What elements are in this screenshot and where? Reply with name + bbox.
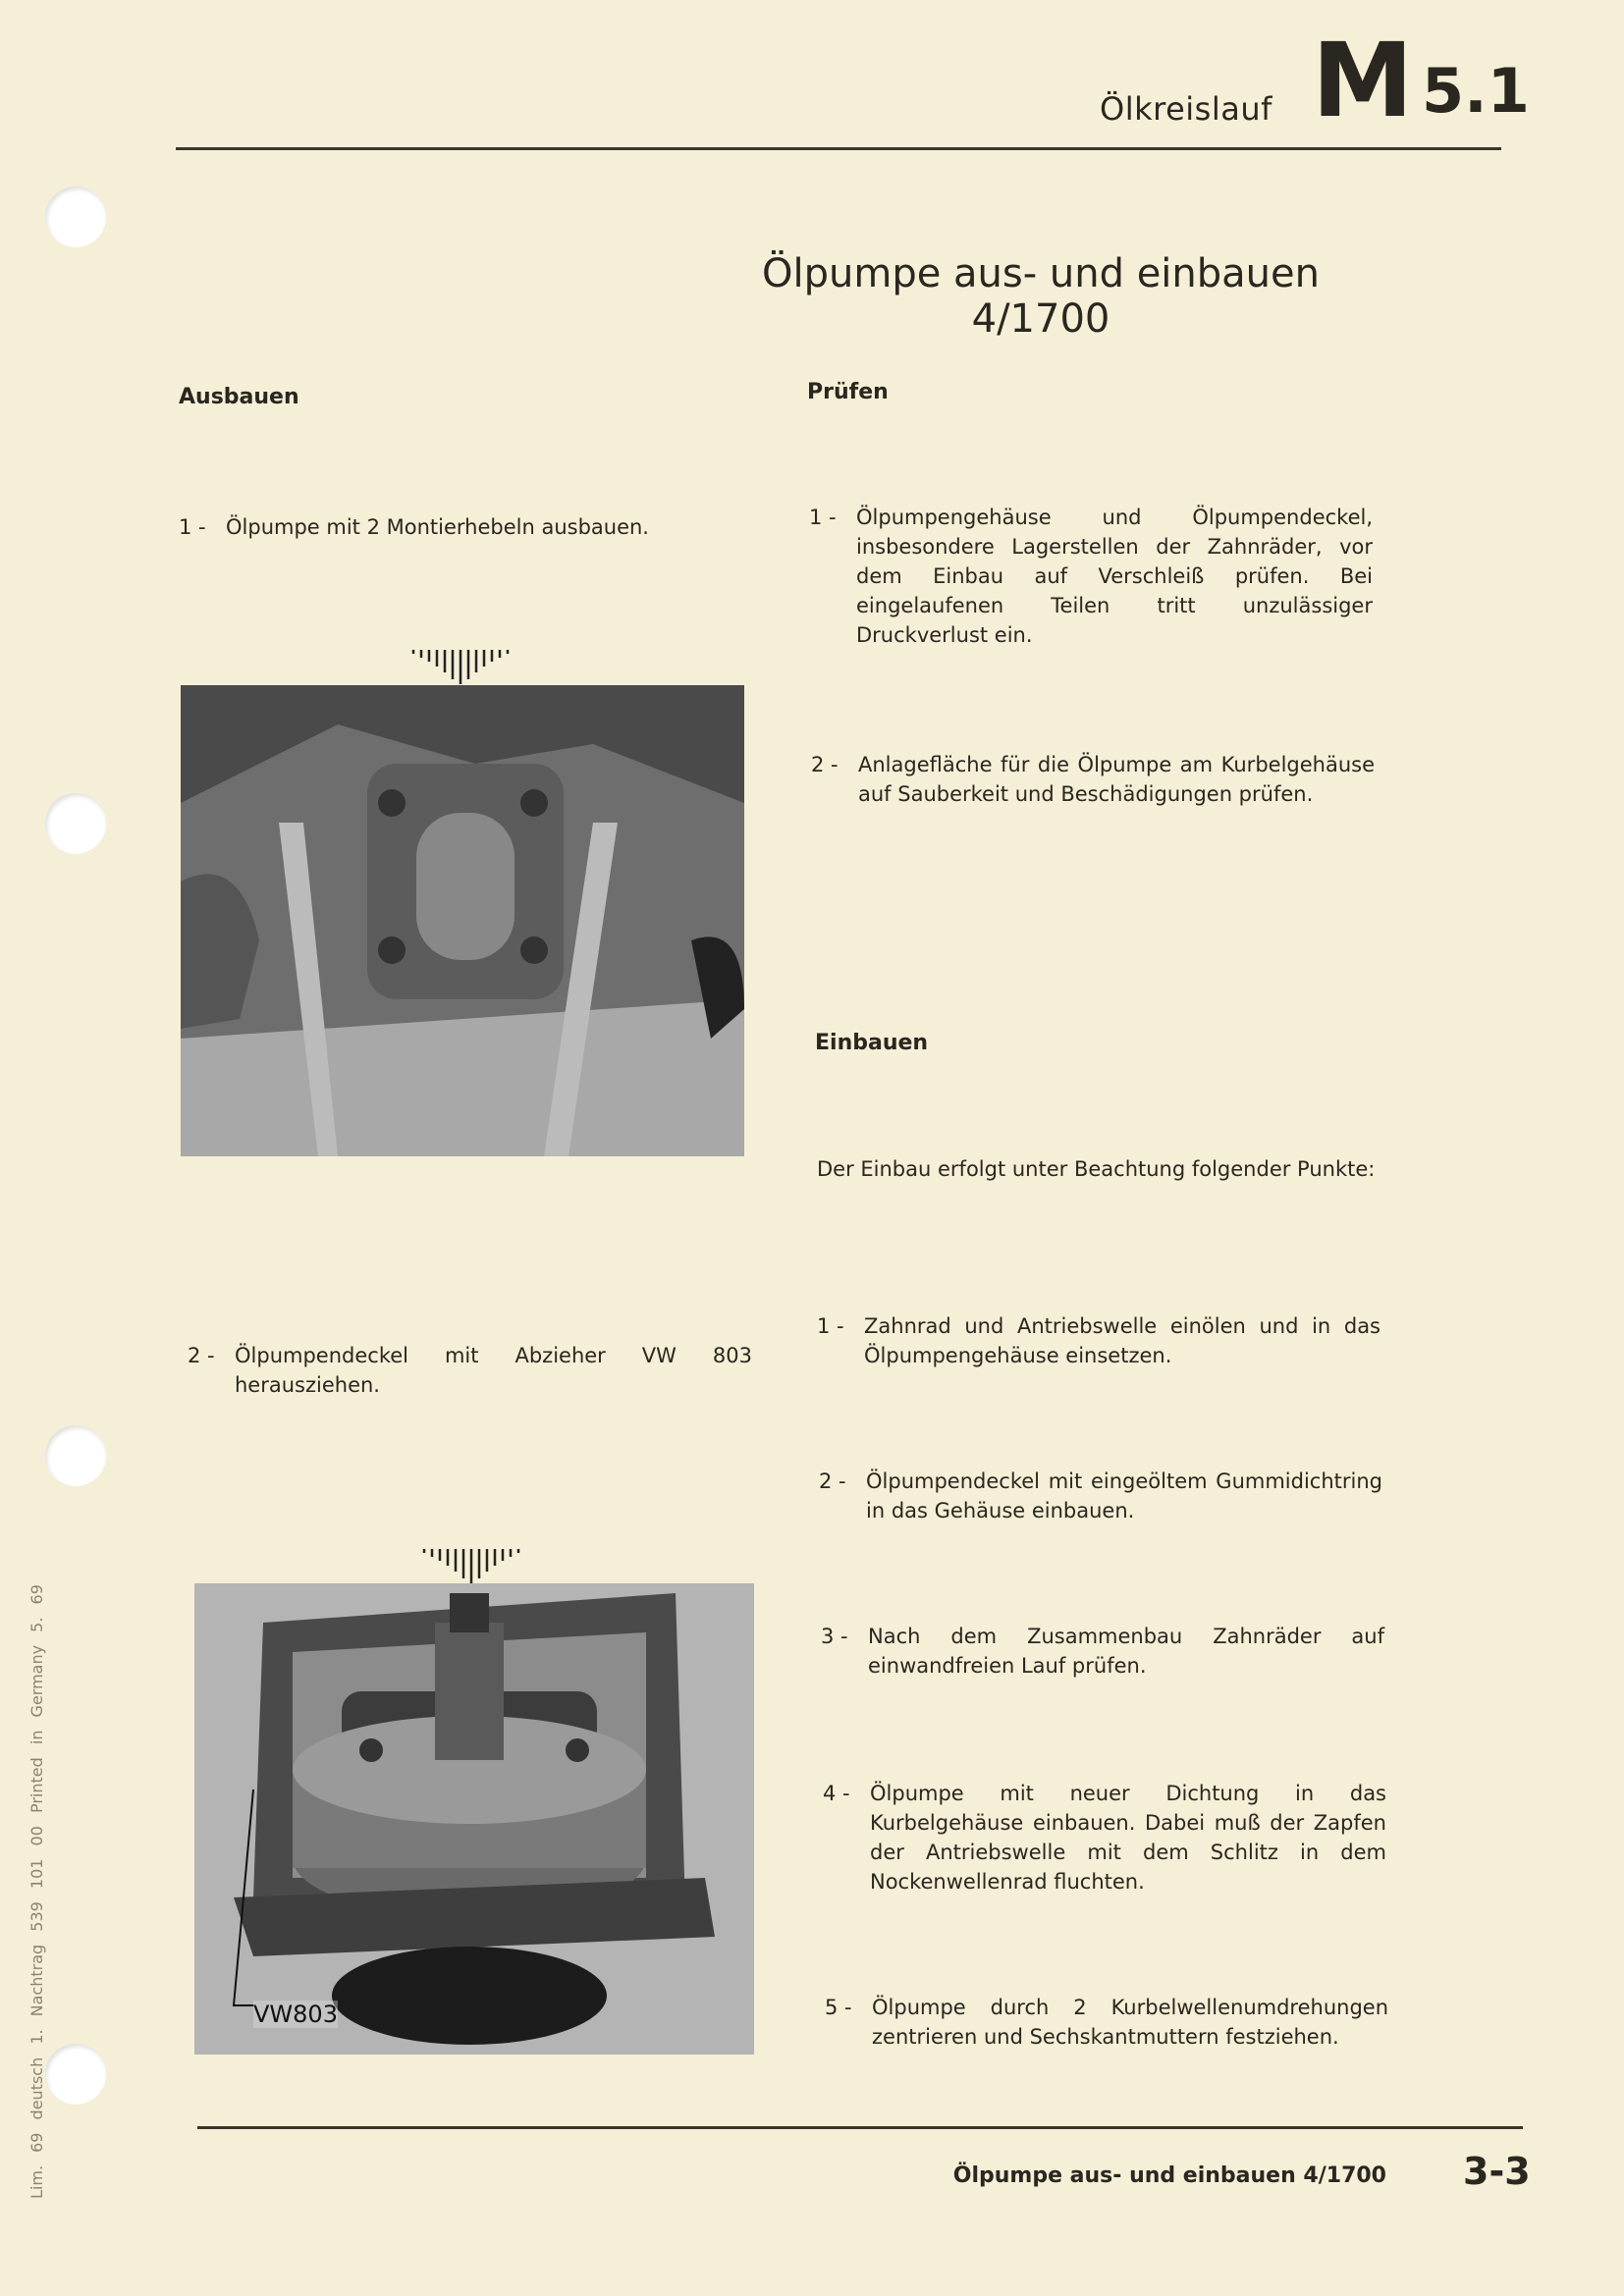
pruefen-step-2 <box>811 750 1375 809</box>
down-arrow-icon <box>420 1547 522 1584</box>
page-number: 3-3 <box>1463 2150 1531 2193</box>
step-text: Ölpumpendeckel mit eingeöltem Gummidichtring in das Gehäuse einbauen. <box>866 1469 1382 1522</box>
einbauen-step-1 <box>817 1311 1380 1370</box>
tool-label: VW803 <box>253 2001 338 2028</box>
punch-hole <box>45 2044 106 2105</box>
step-text: Ölpumpe durch 2 Kurbelwellenumdrehungen zentrieren und Sechskantmuttern festziehen. <box>872 1996 1388 2049</box>
heading-pruefen: Prüfen <box>807 380 889 404</box>
einbauen-step-3 <box>821 1622 1384 1681</box>
ausbauen-step-1 <box>179 512 738 542</box>
step-text: Ölpumpengehäuse und Ölpumpendeckel, insbesondere Lagerstellen der Zahnräder, vor dem Einbau auf Verschleiß prüfen. Bei eingelaufenen Teilen tritt unzulässiger Druckverlust ein. <box>856 506 1373 647</box>
einbauen-step-5 <box>825 1993 1388 2052</box>
step-text: Anlagefläche für die Ölpumpe am Kurbelgehäuse auf Sauberkeit und Beschädigungen prüfen. <box>858 753 1375 806</box>
step-text: Zahnrad und Antriebswelle einölen und in das Ölpumpengehäuse einsetzen. <box>864 1314 1380 1367</box>
footer-title: Ölpumpe aus- und einbauen 4/1700 <box>952 2163 1386 2188</box>
step-text: Ölpumpendeckel mit Abzieher VW 803 herausziehen. <box>235 1344 752 1397</box>
punch-hole <box>45 793 106 854</box>
page-title: Ölpumpe aus- und einbauen 4/1700 <box>762 251 1320 342</box>
pruefen-step-1 <box>809 503 1373 650</box>
punch-hole <box>45 187 106 247</box>
section-code-letter: M <box>1312 21 1410 140</box>
photo-oil-pump-removal <box>181 685 744 1156</box>
print-info: Lim. 69 deutsch 1. Nachtrag 539 101 00 Printed in Germany 5. 69 <box>27 1584 46 2199</box>
step-text: Nach dem Zusammenbau Zahnräder auf einwandfreien Lauf prüfen. <box>868 1625 1384 1678</box>
einbauen-step-2 <box>819 1467 1382 1525</box>
header-rule <box>176 147 1501 150</box>
ausbauen-step-2 <box>188 1341 752 1400</box>
step-number: 2 - <box>819 1469 846 1493</box>
footer-rule <box>197 2126 1523 2129</box>
down-arrow-icon <box>409 648 512 685</box>
einbauen-step-4 <box>823 1779 1386 1896</box>
step-text: Ölpumpe mit neuer Dichtung in das Kurbelgehäuse einbauen. Dabei muß der Zapfen der Antriebswelle mit dem Schlitz in dem Nockenwellenrad fluchten. <box>870 1782 1386 1894</box>
step-number: 2 - <box>188 1344 215 1367</box>
step-number: 2 - <box>811 753 839 776</box>
step-number: 1 - <box>817 1314 844 1338</box>
punch-hole <box>45 1425 106 1486</box>
heading-einbauen: Einbauen <box>815 1031 929 1055</box>
step-number: 1 - <box>809 506 837 529</box>
heading-ausbauen: Ausbauen <box>179 385 299 409</box>
step-number: 3 - <box>821 1625 848 1648</box>
step-text: Ölpumpe mit 2 Montierhebeln ausbauen. <box>226 515 649 539</box>
section-code-number: 5.1 <box>1422 55 1530 127</box>
step-number: 5 - <box>825 1996 852 2019</box>
einbauen-intro: Der Einbau erfolgt unter Beachtung folgender Punkte: <box>817 1157 1376 1181</box>
step-number: 4 - <box>823 1782 850 1805</box>
section-name: Ölkreislauf <box>1100 90 1272 128</box>
photo-puller-vw803 <box>194 1583 754 2055</box>
step-number: 1 - <box>179 515 206 539</box>
